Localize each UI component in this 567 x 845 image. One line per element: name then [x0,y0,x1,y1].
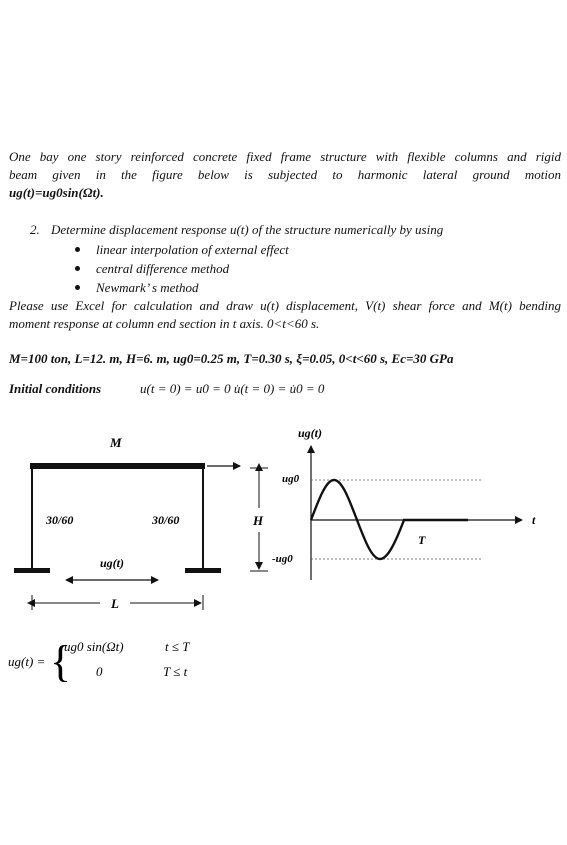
length-label: L [111,596,119,611]
task-number: 2. [30,222,40,237]
case2-condition: T ≤ t [163,664,188,679]
initial-conditions-label: Initial conditions [9,381,102,396]
case1-condition: t ≤ T [165,639,190,654]
excel-line-2: moment response at column end section in t axis. 0<t<60 s. [9,316,320,331]
rigid-beam [30,463,205,469]
method-item: central difference method [75,259,289,278]
case2-expression: 0 [96,664,103,679]
piecewise-equation [8,637,190,686]
method-item: linear interpolation of external effect [75,240,289,259]
ug-axis-label: ug(t) [298,426,322,440]
ground-motion-plot [272,426,536,580]
excel-line-1: Please use Excel for calculation and draw u(t) displacement, V(t) shear force and M(t) bending [9,298,561,313]
amplitude-label: ug0 [282,473,300,485]
intro-line-2: beam given in the figure below is subjected to harmonic lateral ground motion [9,167,561,182]
right-column-label: 30/60 [152,513,180,527]
right-support [185,568,221,573]
period-label: T [418,533,426,547]
neg-amplitude-label: -ug0 [272,553,293,565]
height-label: H [253,513,264,528]
method-item: Newmark’ s method [75,278,289,297]
brace-icon: { [50,637,72,686]
frame-figure [14,435,268,611]
parameters-line: M=100 ton, L=12. m, H=6. m, ug0=0.25 m, T=0.30 s, ξ=0.05, 0<t<60 s, Ec=30 GPa [9,351,454,366]
intro-line-3: ug(t)=ug0sin(Ωt). [9,185,104,200]
piecewise-lhs: ug(t) = [8,654,46,669]
left-column-label: 30/60 [46,513,74,527]
left-support [14,568,50,573]
mass-label: M [110,435,122,450]
task-text: Determine displacement response u(t) of the structure numerically by using [51,222,444,237]
case1-expression: ug0 sin(Ωt) [64,639,124,654]
ground-motion-label: ug(t) [100,556,124,570]
intro-line-1: One bay one story reinforced concrete fixed frame structure with flexible columns and rigid [9,149,561,164]
initial-conditions-equation: u(t = 0) = u0 = 0 u̇(t = 0) = u̇0 = 0 [140,381,325,396]
t-axis-label: t [532,513,536,527]
